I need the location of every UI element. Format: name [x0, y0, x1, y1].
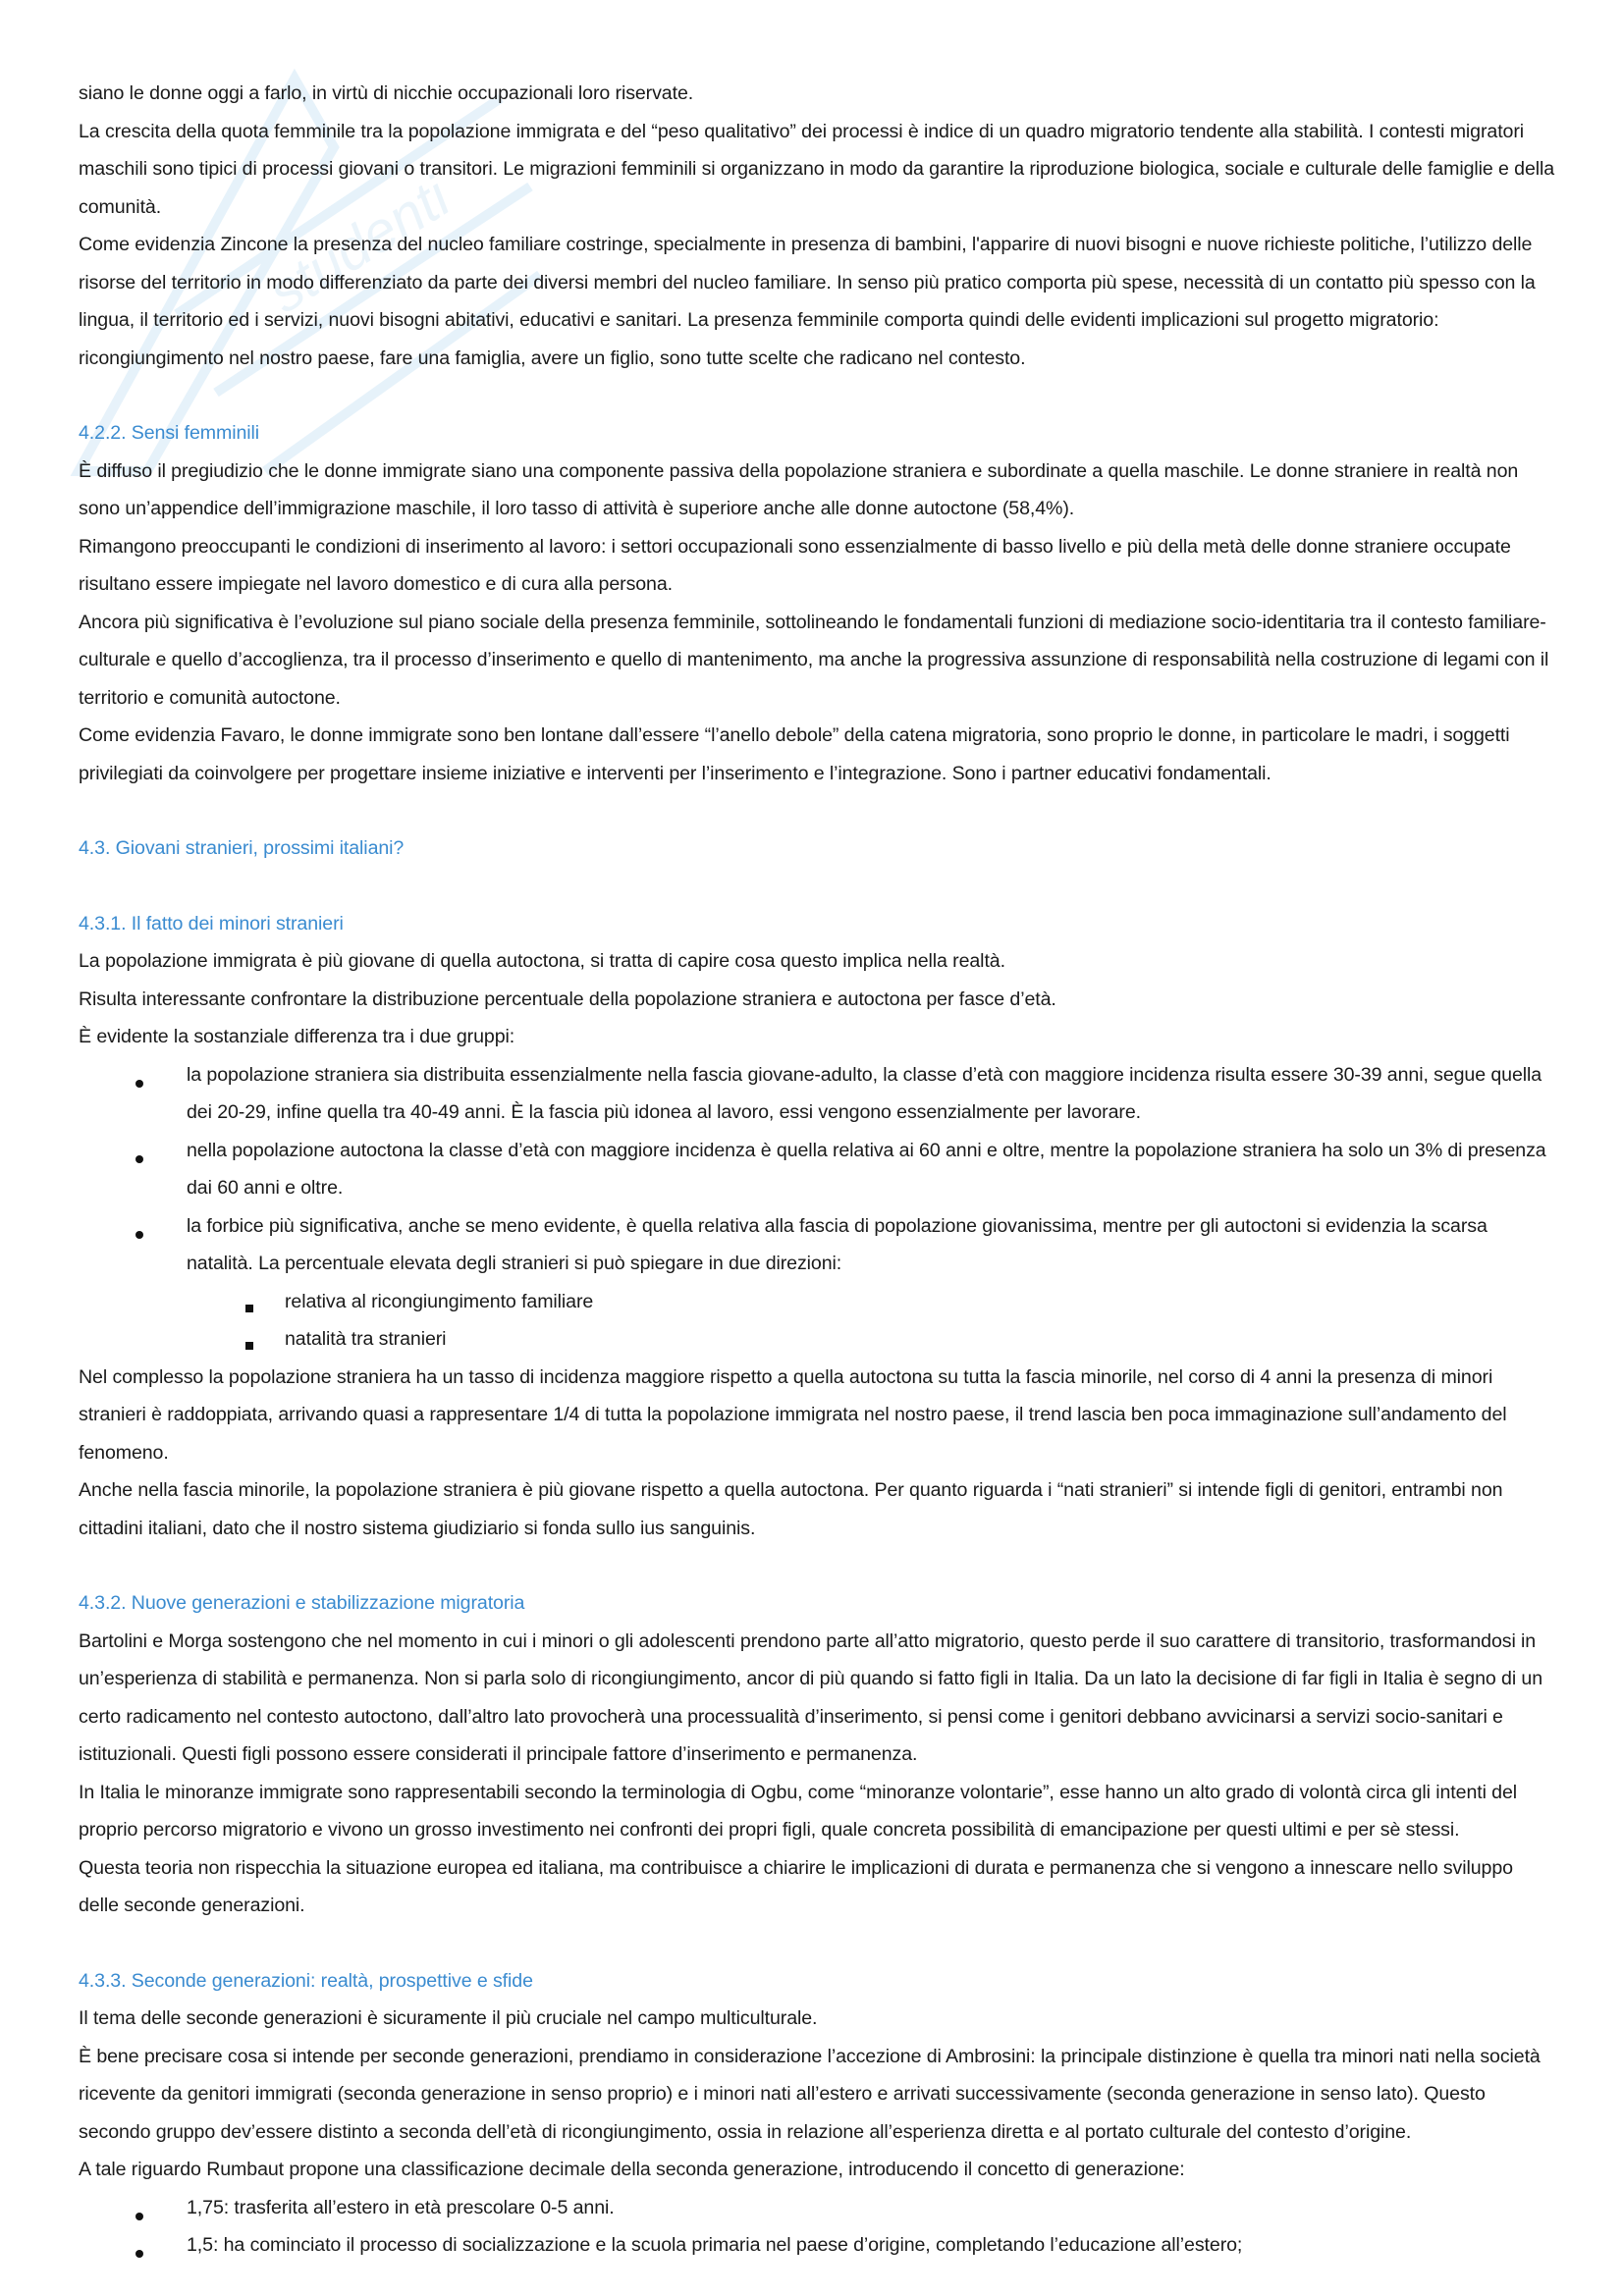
list-item: relativa al ricongiungimento familiare [285, 1283, 1556, 1321]
paragraph: Anche nella fascia minorile, la popolazione straniera è più giovane rispetto a quella autoctona. Per quanto riguarda i “nati stranieri” si intende figli di genitori, entrambi non cittadini italiani, dato che il nostro sistema giudiziario si fonda sullo ius sanguinis. [79, 1479, 1503, 1539]
section-heading-4-3-3: 4.3.3. Seconde generazioni: realtà, prospettive e sfide [79, 1969, 533, 1992]
paragraph: È evidente la sostanziale differenza tra i due gruppi: [79, 1026, 515, 1047]
list-item: la forbice più significativa, anche se meno evidente, è quella relativa alla fascia di popolazione giovanissima, mentre per gli autoctoni si evidenzia la scarsa natalità. La percentuale elevata degli stranieri si può spiegare in due direzioni: [187, 1207, 1556, 1283]
sub-bullet-list [79, 1283, 1556, 1359]
list-item: natalità tra stranieri [285, 1320, 1556, 1359]
paragraph: A tale riguardo Rumbaut propone una classificazione decimale della seconda generazione, introducendo il concetto di generazione: [79, 2159, 1185, 2180]
paragraph: In Italia le minoranze immigrate sono rappresentabili secondo la terminologia di Ogbu, come “minoranze volontarie”, esse hanno un alto grado di volontà circa gli intenti del proprio percorso migratorio e vivono un grosso investimento nei confronti dei propri figli, quale concreta possibilità di emancipazione per questi ultimi e per sè stessi. [79, 1781, 1518, 1841]
list-item: la popolazione straniera sia distribuita essenzialmente nella fascia giovane-adulto, la classe d’età con maggiore incidenza risulta essere 30-39 anni, segue quella dei 20-29, infine quella tra 40-49 anni. È la fascia più idonea al lavoro, essi vengono essenzialmente per lavorare. [187, 1056, 1556, 1132]
paragraph: È bene precisare cosa si intende per seconde generazioni, prendiamo in considerazione l’accezione di Ambrosini: la principale distinzione è quella tra minori nati nella società ricevente da genitori immigrati (seconda generazione in senso proprio) e i minori nati all’estero e arrivati successivamente (seconda generazione in senso lato). Questo secondo gruppo dev’essere distinto a seconda dell’età di ricongiungimento, ossia in relazione all’esperienza diretta e al portato culturale del contesto d’origine. [79, 2045, 1541, 2143]
paragraph: Il tema delle seconde generazioni è sicuramente il più cruciale nel campo multiculturale. [79, 2007, 818, 2029]
list-item: 1,5: ha cominciato il processo di socializzazione e la scuola primaria nel paese d’origine, completando l’educazione all’estero; [187, 2226, 1556, 2265]
paragraph: Bartolini e Morga sostengono che nel momento in cui i minori o gli adolescenti prendono parte all’atto migratorio, questo perde il suo carattere di transitorio, trasformandosi in un’esperienza di stabilità e permanenza. Non si parla solo di ricongiungimento, ancor di più quando si fatto figli in Italia. Da un lato la decisione di far figli in Italia è segno di un certo radicamento nel contesto autoctono, dall’altro lato provocherà una processualità d’inserimento, si pensi come i genitori debbano avvicinarsi a servizi socio-sanitari e istituzionali. Questi figli possono essere considerati il principale fattore d’inserimento e permanenza. [79, 1629, 1543, 1765]
section-heading-4-3-2: 4.3.2. Nuove generazioni e stabilizzazione migratoria [79, 1592, 525, 1614]
paragraph: Risulta interessante confrontare la distribuzione percentuale della popolazione straniera e autoctona per fasce d’età. [79, 988, 1056, 1010]
paragraph: La crescita della quota femminile tra la popolazione immigrata e del “peso qualitativo” dei processi è indice di un quadro migratorio tendente alla stabilità. I contesti migratori maschili sono tipici di processi giovani o transitori. Le migrazioni femminili si organizzano in modo da garantire la riproduzione biologica, sociale e culturale delle famiglie e della comunità. [79, 120, 1555, 218]
paragraph: Come evidenzia Favaro, le donne immigrate sono ben lontane dall’essere “l’anello debole” della catena migratoria, sono proprio le donne, in particolare le madri, i soggetti privilegiati da coinvolgere per progettare insieme iniziative e interventi per l’inserimento e l’integrazione. Sono i partner educativi fondamentali. [79, 724, 1510, 784]
paragraph: Rimangono preoccupanti le condizioni di inserimento al lavoro: i settori occupazionali sono essenzialmente di basso livello e più della metà delle donne straniere occupate risultano essere impiegate nel lavoro domestico e di cura alla persona. [79, 535, 1511, 595]
list-item: nella popolazione autoctona la classe d’età con maggiore incidenza è quella relativa ai 60 anni e oltre, mentre la popolazione straniera ha solo un 3% di presenza dai 60 anni e oltre. [187, 1132, 1556, 1207]
list-item: 1,75: trasferita all’estero in età prescolare 0-5 anni. [187, 2189, 1556, 2227]
document-body [79, 75, 1556, 2265]
paragraph: È diffuso il pregiudizio che le donne immigrate siano una componente passiva della popolazione straniera e subordinate a quella maschile. Le donne straniere in realtà non sono un’appendice dell’immigrazione maschile, il loro tasso di attività è superiore anche alle donne autoctone (58,4%). [79, 459, 1519, 519]
bullet-list [79, 2189, 1556, 2265]
paragraph: siano le donne oggi a farlo, in virtù di nicchie occupazionali loro riservate. [79, 82, 694, 104]
paragraph: La popolazione immigrata è più giovane di quella autoctona, si tratta di capire cosa questo implica nella realtà. [79, 950, 1005, 972]
paragraph: Questa teoria non rispecchia la situazione europea ed italiana, ma contribuisce a chiarire le implicazioni di durata e permanenza che si vengono a innescare nello sviluppo delle seconde generazioni. [79, 1856, 1513, 1916]
section-heading-4-3-1: 4.3.1. Il fatto dei minori stranieri [79, 912, 344, 934]
paragraph: Ancora più significativa è l’evoluzione sul piano sociale della presenza femminile, sottolineando le fondamentali funzioni di mediazione socio-identitaria tra il contesto familiare-culturale e quello d’accoglienza, tra il processo d’inserimento e quello di mantenimento, ma anche la progressiva assunzione di responsabilità nella costruzione di legami con il territorio e comunità autoctone. [79, 611, 1549, 709]
bullet-list [79, 1056, 1556, 1283]
svg-text:studenti: studenti [257, 165, 461, 326]
section-heading-4-2-2: 4.2.2. Sensi femminili [79, 422, 260, 444]
paragraph: Come evidenzia Zincone la presenza del nucleo familiare costringe, specialmente in presenza di bambini, l'apparire di nuovi bisogni e nuove richieste politiche, l’utilizzo delle risorse del territorio in modo differenziato da parte dei diversi membri del nucleo familiare. In senso più pratico comporta più spese, necessità di un contatto più spesso con la lingua, il territorio ed i servizi, nuovi bisogni abitativi, educativi e sanitari. La presenza femminile comporta quindi delle evidenti implicazioni sul progetto migratorio: ricongiungimento nel nostro paese, fare una famiglia, avere un figlio, sono tutte scelte che radicano nel contesto. [79, 234, 1536, 369]
paragraph: Nel complesso la popolazione straniera ha un tasso di incidenza maggiore rispetto a quella autoctona su tutta la fascia minorile, nel corso di 4 anni la presenza di minori stranieri è raddoppiata, arrivando quasi a rappresentare 1/4 di tutta la popolazione immigrata nel nostro paese, il trend lascia ben poca immaginazione sull’andamento del fenomeno. [79, 1365, 1507, 1464]
section-heading-4-3: 4.3. Giovani stranieri, prossimi italiani? [79, 837, 405, 859]
